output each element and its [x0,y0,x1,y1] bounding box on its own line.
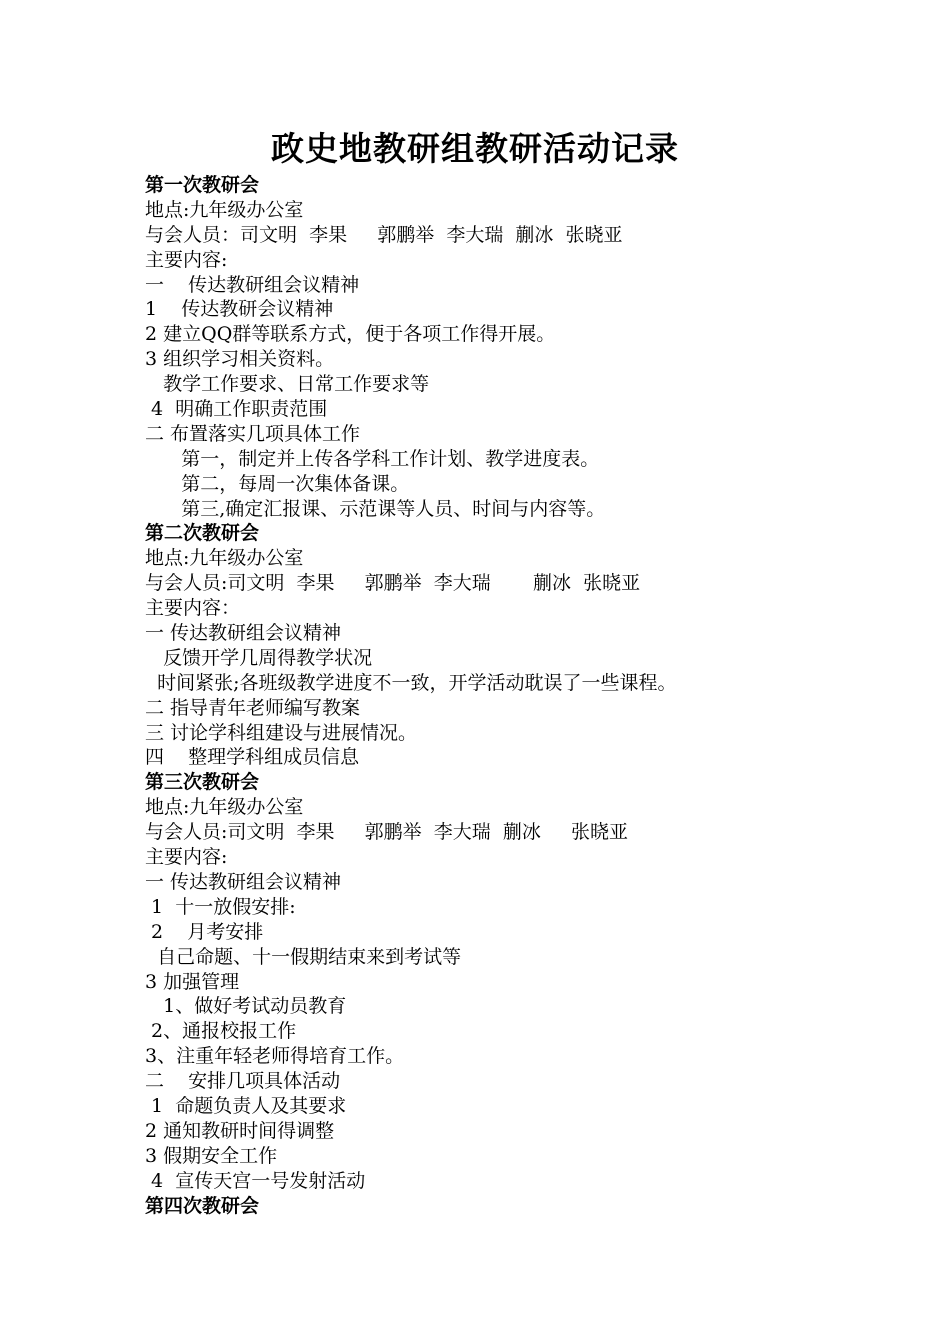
text-line: 二 布置落实几项具体工作 [145,422,361,445]
text-line: 3 组织学习相关资料。 [145,348,335,371]
text-line: 1 十一放假安排: [145,895,296,918]
text-line: 4 明确工作职责范围 [145,398,328,421]
text-line: 3、注重年轻老师得培育工作。 [145,1045,405,1068]
text-line: 3 加强管理 [145,970,240,993]
text-line: 与会人员：司文明 李果 郭鹏举 李大瑞 蒯冰 张晓亚 [145,223,623,246]
text-line: 1、做好考试动员教育 [145,995,347,1018]
text-line: 反馈开学几周得教学状况 [145,646,373,669]
text-line: 与会人员:司文明 李果 郭鹏举 李大瑞 蒯冰 张晓亚 [145,821,629,844]
text-line: 2 通知教研时间得调整 [145,1119,335,1142]
text-line: 一 传达教研组会议精神 [145,622,342,645]
text-line: 3 假期安全工作 [145,1144,278,1167]
text-line: 第三,确定汇报课、示范课等人员、时间与内容等。 [145,497,606,520]
text-line: 1 传达教研会议精神 [145,298,334,321]
section-heading: 第四次教研会 [145,1194,260,1217]
text-line: 2、通报校报工作 [145,1020,297,1043]
text-line: 第二，每周一次集体备课。 [145,472,410,495]
text-line: 自己命题、十一假期结束来到考试等 [145,945,462,968]
text-line: 四 整理学科组成员信息 [145,746,360,769]
section-heading: 第二次教研会 [145,522,260,545]
text-line: 主要内容： [145,597,241,620]
text-line: 地点:九年级办公室 [145,547,304,570]
document-title: 政史地教研组教研活动记录 [271,129,679,168]
text-line: 一 传达教研组会议精神 [145,870,342,893]
text-line: 二 指导青年老师编写教案 [145,696,361,719]
text-line: 主要内容: [145,846,228,869]
text-line: 2 建立QQ群等联系方式，便于各项工作得开展。 [145,323,556,346]
text-line: 2 月考安排 [145,920,264,943]
text-line: 一 传达教研组会议精神 [145,273,360,296]
section-heading: 第三次教研会 [145,771,260,794]
text-line: 地点:九年级办公室 [145,198,304,221]
text-line: 4 宣传天宫一号发射活动 [145,1169,366,1192]
section-heading: 第一次教研会 [145,174,260,196]
text-line: 二 安排几项具体活动 [145,1070,341,1093]
text-line: 与会人员:司文明 李果 郭鹏举 李大瑞 蒯冰 张晓亚 [145,572,641,595]
text-line: 第一，制定并上传各学科工作计划、教学进度表。 [145,447,600,470]
text-line: 地点:九年级办公室 [145,796,304,819]
text-line: 三 讨论学科组建设与进展情况。 [145,721,418,744]
text-line: 1 命题负责人及其要求 [145,1094,347,1117]
text-line: 主要内容: [145,248,228,271]
text-line: 时间紧张;各班级教学进度不一致，开学活动耽误了一些课程。 [145,671,677,694]
text-line: 教学工作要求、日常工作要求等 [145,373,430,396]
document-body [145,173,935,1218]
